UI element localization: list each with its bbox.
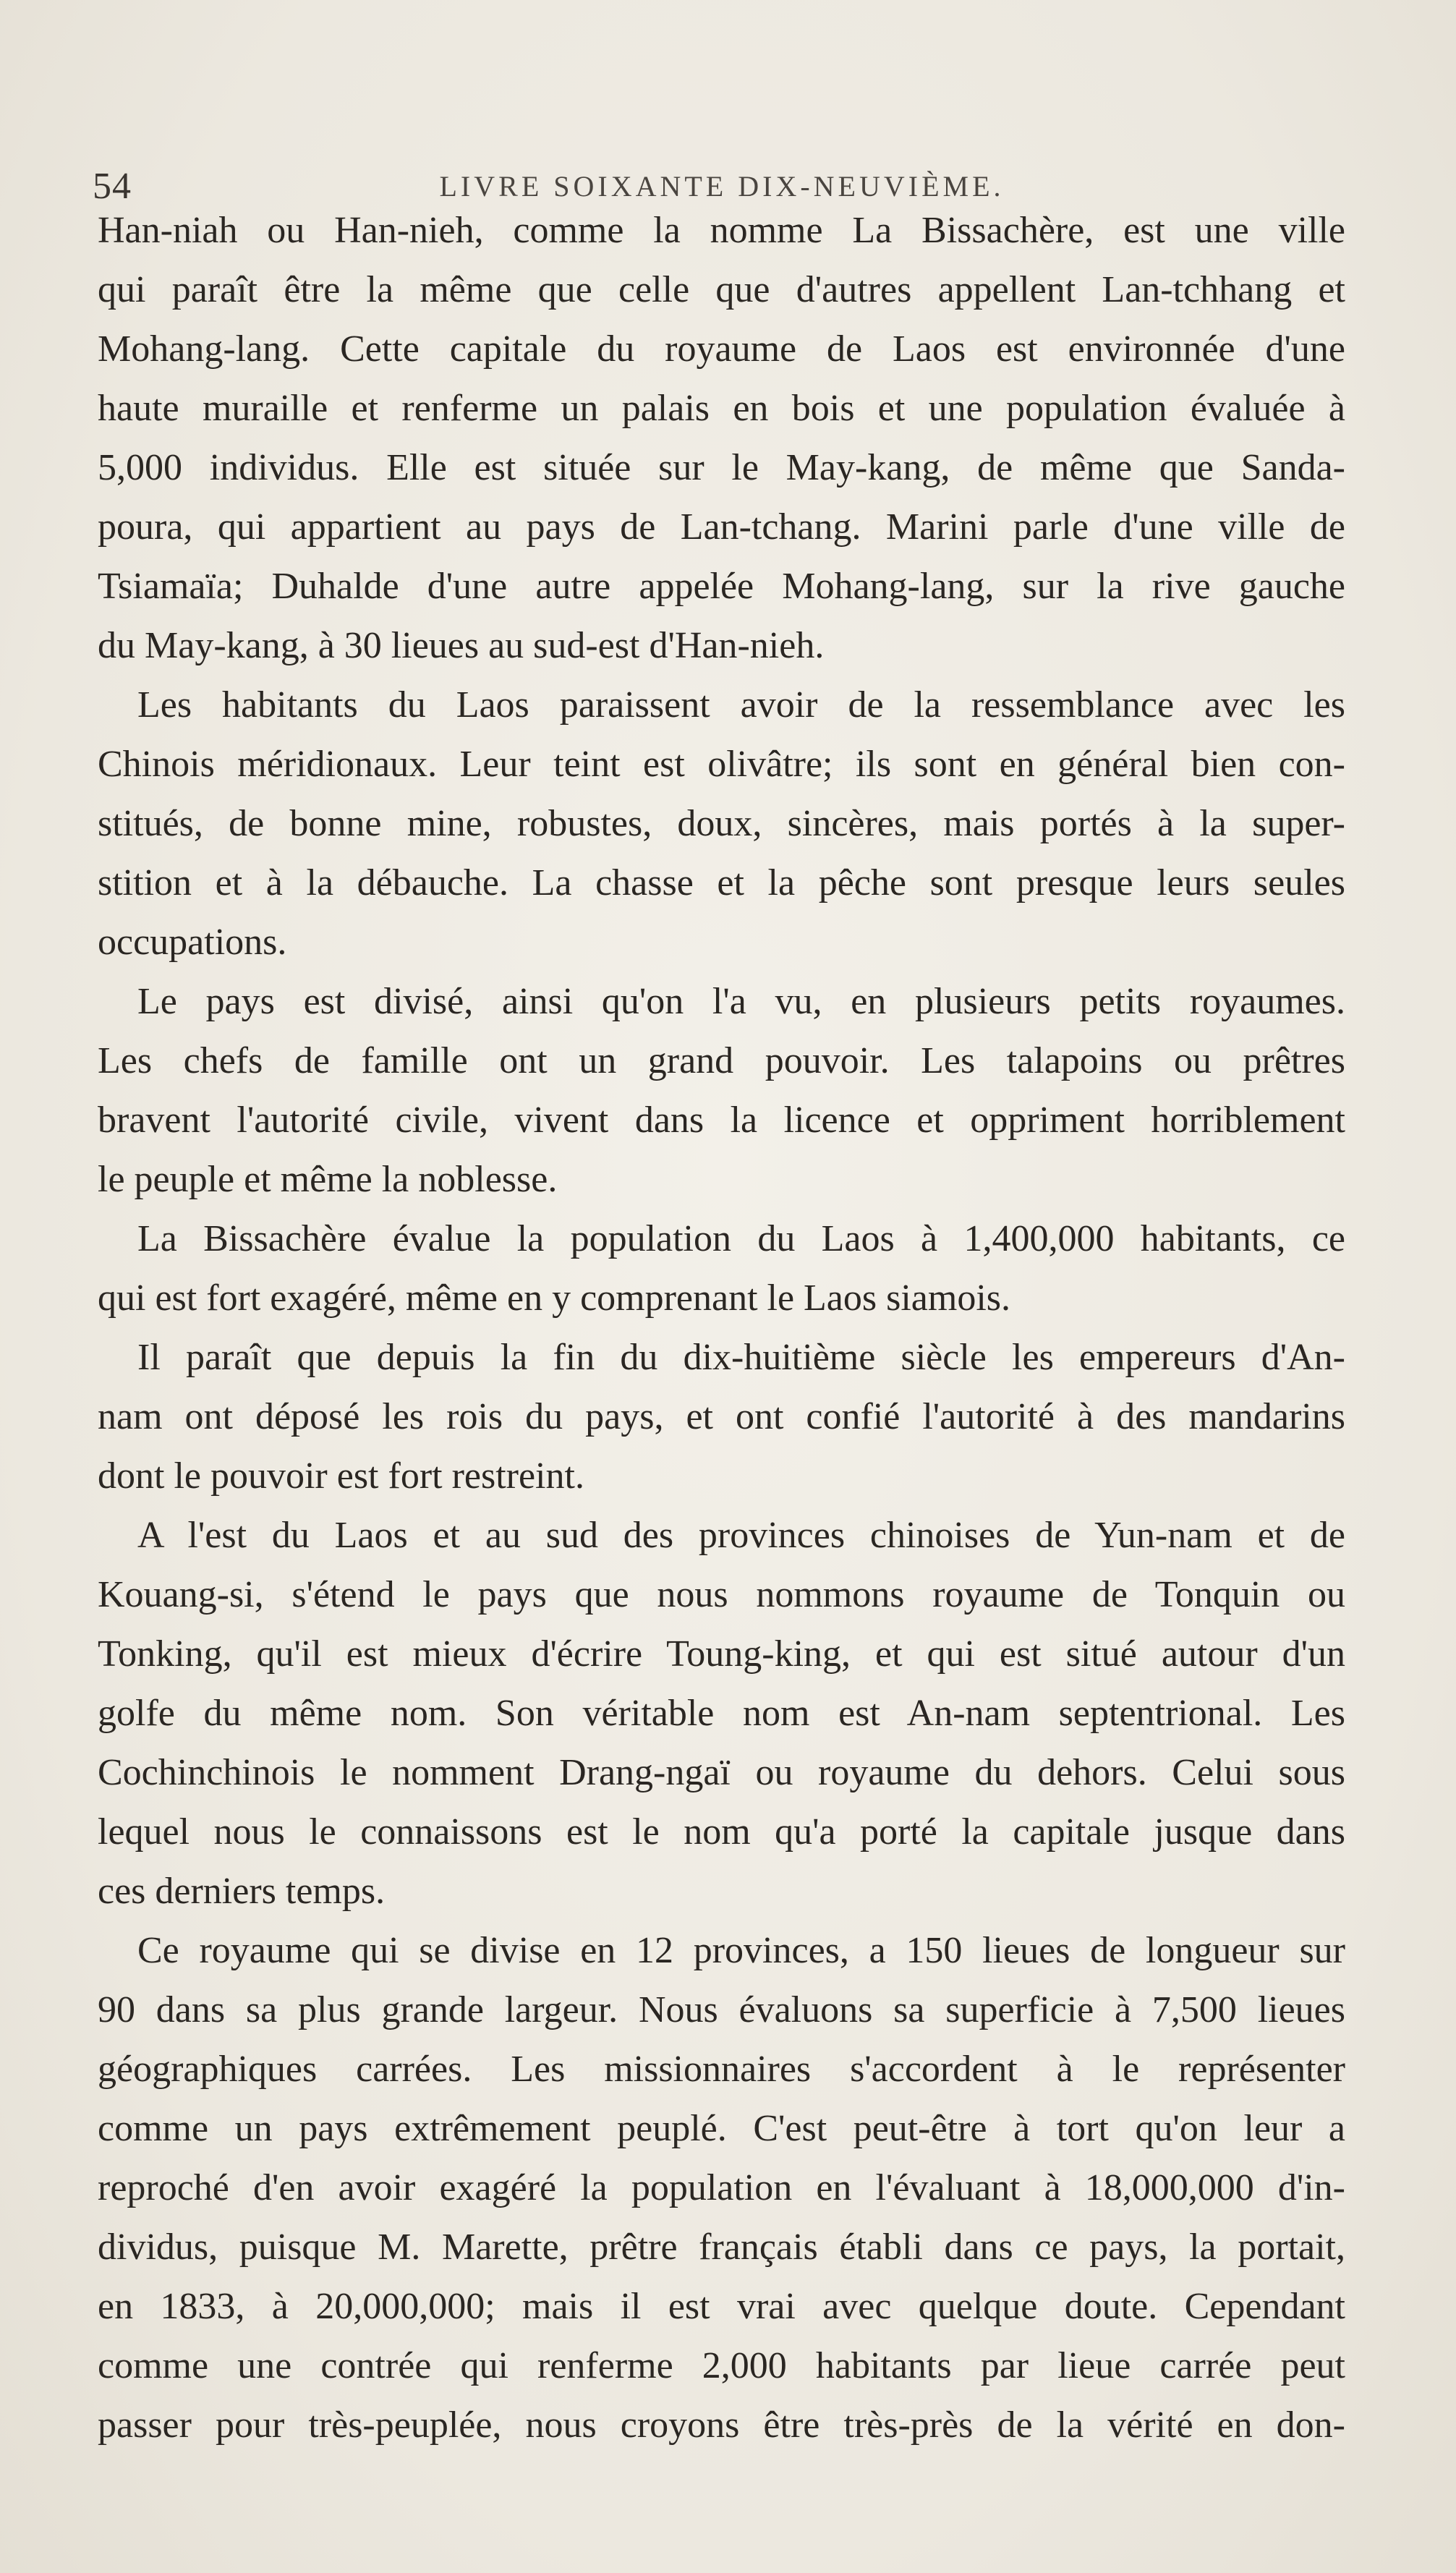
text-line: Han-niah ou Han-nieh, comme la nomme La Bissachère, est une ville (98, 210, 1345, 251)
text-line: Ce royaume qui se divise en 12 provinces, a 150 lieues de longueur sur (137, 1930, 1345, 1971)
text-line: Chinois méridionaux. Leur teint est olivâtre; ils sont en général bien con- (98, 744, 1345, 785)
text-line: qui est fort exagéré, même en y comprenant le Laos siamois. (98, 1277, 1011, 1319)
text-line: occupations. (98, 922, 287, 963)
text-line: Les habitants du Laos paraissent avoir de la ressemblance avec les (137, 684, 1345, 726)
text-line: du May-kang, à 30 lieues au sud-est d'Han-nieh. (98, 625, 825, 666)
text-line: comme un pays extrêmement peuplé. C'est peut-être à tort qu'on leur a (98, 2108, 1345, 2149)
text-line: Il paraît que depuis la fin du dix-huitième siècle les empereurs d'An- (137, 1337, 1345, 1378)
text-line: stitués, de bonne mine, robustes, doux, sincères, mais portés à la super- (98, 803, 1345, 844)
text-line: nam ont déposé les rois du pays, et ont confié l'autorité à des mandarins (98, 1396, 1345, 1437)
text-line: Le pays est divisé, ainsi qu'on l'a vu, en plusieurs petits royaumes. (137, 981, 1345, 1022)
text-line: La Bissachère évalue la population du Laos à 1,400,000 habitants, ce (137, 1218, 1345, 1259)
text-line: Tonking, qu'il est mieux d'écrire Toung-king, et qui est situé autour d'un (98, 1633, 1345, 1675)
text-line: A l'est du Laos et au sud des provinces chinoises de Yun-nam et de (137, 1515, 1345, 1556)
text-line: passer pour très-peuplée, nous croyons être très-près de la vérité en don- (98, 2404, 1345, 2446)
text-line: stition et à la débauche. La chasse et la pêche sont presque leurs seules (98, 862, 1345, 903)
text-line: Kouang-si, s'étend le pays que nous nommons royaume de Tonquin ou (98, 1574, 1345, 1615)
text-line: en 1833, à 20,000,000; mais il est vrai avec quelque doute. Cependant (98, 2286, 1345, 2327)
text-line: haute muraille et renferme un palais en bois et une population évaluée à (98, 388, 1345, 429)
text-line: Tsiamaïa; Duhalde d'une autre appelée Mohang-lang, sur la rive gauche (98, 566, 1345, 607)
text-line: Cochinchinois le nomment Drang-ngaï ou royaume du dehors. Celui sous (98, 1752, 1345, 1793)
text-line: Mohang-lang. Cette capitale du royaume de Laos est environnée d'une (98, 328, 1345, 370)
text-line: géographiques carrées. Les missionnaires s'accordent à le représenter (98, 2049, 1345, 2090)
page-number: 54 (93, 166, 132, 207)
text-line: dividus, puisque M. Marette, prêtre français établi dans ce pays, la portait, (98, 2227, 1345, 2268)
text-line: reproché d'en avoir exagéré la population en l'évaluant à 18,000,000 d'in- (98, 2167, 1345, 2208)
text-line: lequel nous le connaissons est le nom qu'a porté la capitale jusque dans (98, 1811, 1345, 1853)
text-line: ces derniers temps. (98, 1871, 386, 1912)
running-head: LIVRE SOIXANTE DIX-NEUVIÈME. (439, 170, 1005, 203)
text-line: dont le pouvoir est fort restreint. (98, 1455, 584, 1497)
text-line: golfe du même nom. Son véritable nom est An-nam septentrional. Les (98, 1693, 1345, 1734)
text-line: bravent l'autorité civile, vivent dans la licence et oppriment horriblement (98, 1100, 1345, 1141)
text-line: Les chefs de famille ont un grand pouvoir. Les talapoins ou prêtres (98, 1040, 1345, 1081)
text-line: le peuple et même la noblesse. (98, 1159, 558, 1200)
text-line: 90 dans sa plus grande largeur. Nous évaluons sa superficie à 7,500 lieues (98, 1989, 1345, 2030)
body-text (98, 201, 1345, 2446)
text-line: 5,000 individus. Elle est située sur le May-kang, de même que Sanda- (98, 447, 1345, 488)
text-line: comme une contrée qui renferme 2,000 habitants par lieue carrée peut (98, 2345, 1345, 2386)
text-line: poura, qui appartient au pays de Lan-tchang. Marini parle d'une ville de (98, 506, 1345, 548)
text-line: qui paraît être la même que celle que d'autres appellent Lan-tchhang et (98, 269, 1345, 310)
